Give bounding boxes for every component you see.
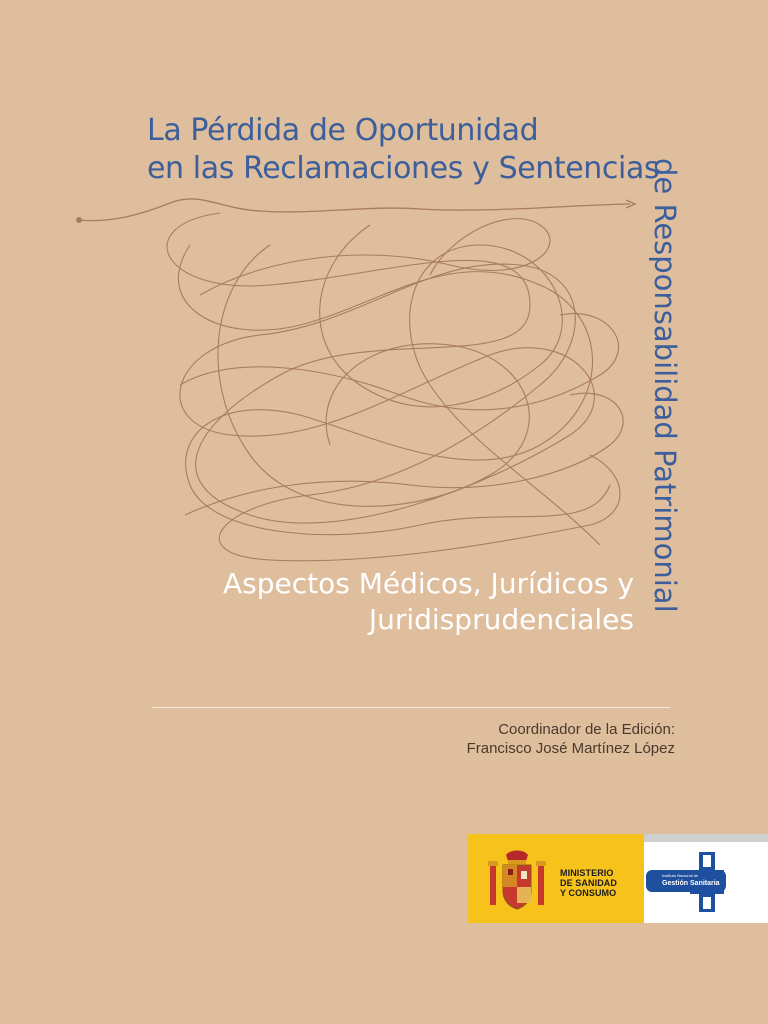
ingesa-brand-text: Gestión Sanitaria	[662, 880, 720, 887]
ingesa-small-text: Instituto Nacional de	[662, 873, 699, 878]
ministry-logo	[468, 834, 644, 923]
publisher-logos	[468, 834, 768, 923]
cover-title	[147, 112, 667, 188]
subtitle-line-2: Juridisprudenciales	[368, 603, 634, 636]
ingesa-logo	[644, 834, 768, 923]
scribble-illustration	[70, 185, 640, 575]
title-line-1: La Pérdida de Oportunidad	[147, 113, 539, 148]
coat-of-arms-icon	[486, 847, 548, 913]
logo-top-bar	[644, 834, 768, 842]
cover-subtitle	[150, 566, 634, 638]
subtitle-line-1: Aspectos Médicos, Jurídicos y	[222, 567, 634, 600]
ministry-line-1: MINISTERIO	[560, 868, 614, 878]
coordinator-label: Coordinador de la Edición:	[498, 721, 675, 738]
coordinator-credit	[410, 720, 675, 758]
ministry-line-3: Y CONSUMO	[560, 888, 617, 898]
divider-line	[152, 707, 670, 708]
coordinator-name: Francisco José Martínez López	[466, 740, 675, 757]
vertical-title: de Responsabilidad Patrimonial	[648, 158, 682, 613]
ministry-name	[560, 868, 617, 898]
title-line-2: en las Reclamaciones y Sentencias	[147, 151, 660, 186]
ministry-line-2: DE SANIDAD	[560, 878, 618, 888]
